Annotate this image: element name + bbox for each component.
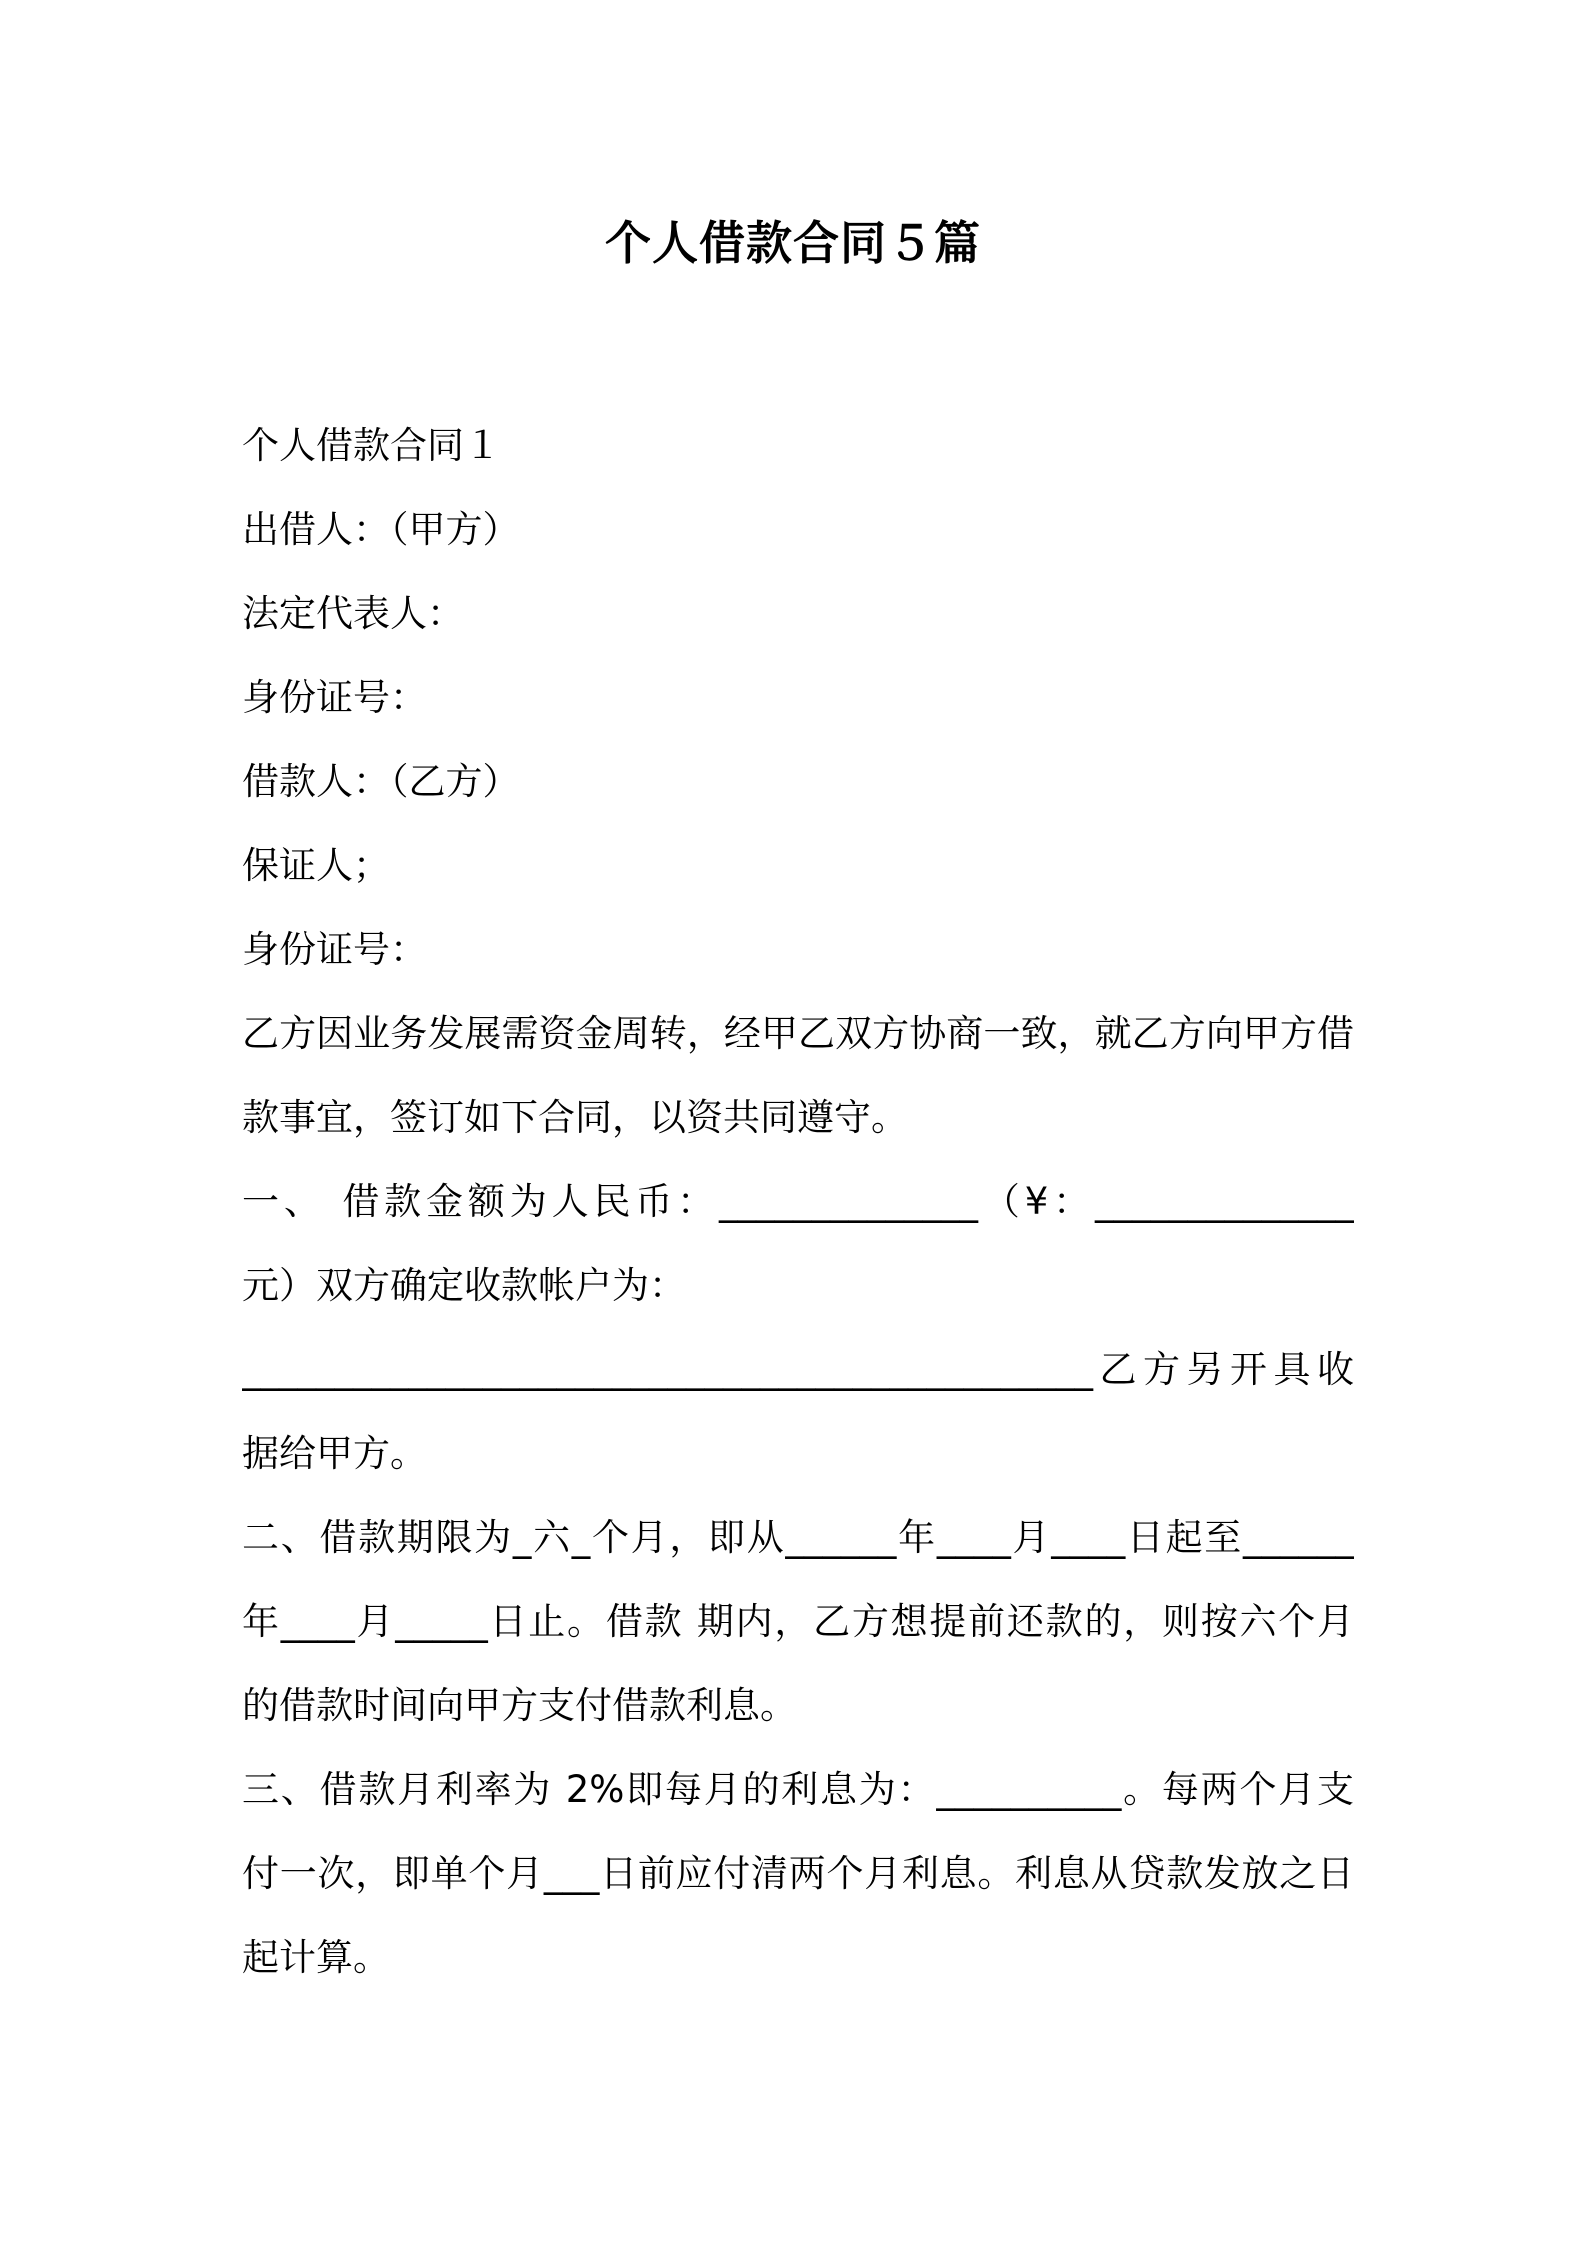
legal-representative-field: 法定代表人：: [242, 592, 464, 635]
borrower-field: 借款人：（乙方）: [242, 760, 520, 803]
clause-1-line: 据给甲方。: [242, 1432, 427, 1475]
clause-1-line: ______________________________________________乙方另开具收: [242, 1348, 1354, 1391]
preamble-line: 款事宜，签订如下合同，以资共同遵守。: [242, 1096, 908, 1139]
clause-3-line: 付一次，即单个月___日前应付清两个月利息。利息从贷款发放之日: [242, 1852, 1354, 1895]
clause-1-line: 元）双方确定收款帐户为：: [242, 1264, 686, 1307]
lender-id-number-field: 身份证号：: [242, 676, 427, 719]
guarantor-field: 保证人；: [242, 844, 390, 887]
clause-3-line: 三、借款月利率为 2%即每月的利息为：__________。每两个月支: [242, 1768, 1354, 1811]
page-title: 个人借款合同５篇: [605, 216, 981, 270]
clause-2-line: 二、借款期限为_六_个月，即从______年____月____日起至______: [242, 1516, 1354, 1559]
guarantor-id-number-field: 身份证号：: [242, 928, 427, 971]
lender-field: 出借人：（甲方）: [242, 508, 520, 551]
clause-3-line: 起计算。: [242, 1936, 390, 1979]
clause-2-line: 的借款时间向甲方支付借款利息。: [242, 1684, 797, 1727]
preamble-line: 乙方因业务发展需资金周转，经甲乙双方协商一致，就乙方向甲方借: [242, 1012, 1354, 1055]
contract-body: [242, 404, 1354, 2000]
section-heading: 个人借款合同１: [242, 424, 501, 467]
clause-2-line: 年____月_____日止。借款 期内，乙方想提前还款的，则按六个月: [242, 1600, 1354, 1643]
clause-1-line: 一、 借款金额为人民币：______________（¥：______________: [242, 1180, 1354, 1223]
